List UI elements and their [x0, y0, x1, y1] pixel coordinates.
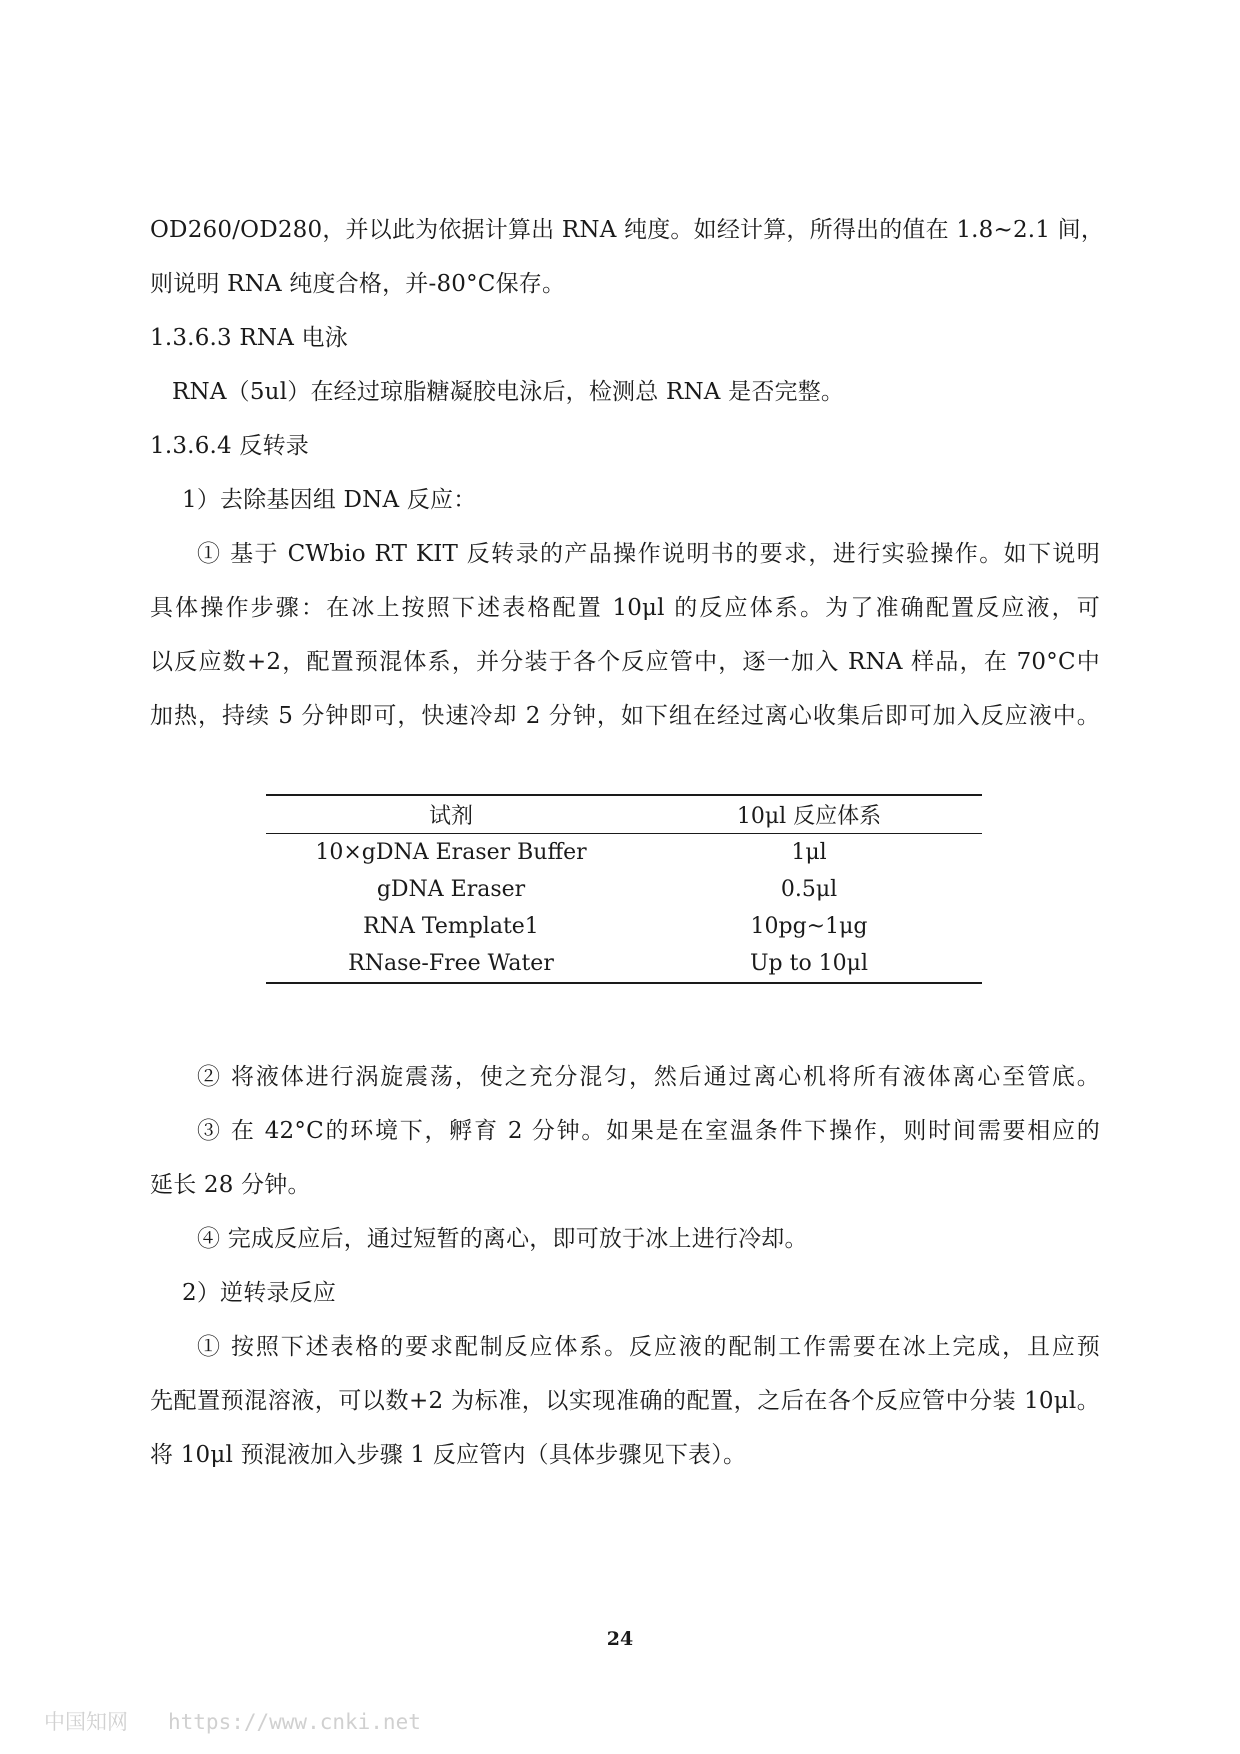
watermark: [44, 1706, 421, 1736]
table-header-volume: 10μl 反应体系: [736, 804, 882, 829]
table-cell-volume: 10pg~1μg: [750, 914, 868, 939]
paragraph-line: 加热，持续 5 分钟即可，快速冷却 2 分钟，如下组在经过离心收集后即可加入反应液中。: [150, 703, 1100, 729]
paragraph-line: ① 基于 CWbio RT KIT 反转录的产品操作说明书的要求，进行实验操作。如下说明: [197, 541, 1100, 567]
paragraph-line: ② 将液体进行涡旋震荡，使之充分混匀，然后通过离心机将所有液体离心至管底。: [197, 1064, 1100, 1090]
paragraph-line: 具体操作步骤：在冰上按照下述表格配置 10μl 的反应体系。为了准确配置反应液，可: [150, 595, 1100, 621]
table-row: [266, 834, 982, 872]
page-number: 24: [606, 1628, 634, 1650]
table-row: [266, 871, 982, 908]
paragraph-line: ④ 完成反应后，通过短暂的离心，即可放于冰上进行冷却。: [197, 1226, 808, 1252]
paragraph-line: RNA（5ul）在经过琼脂糖凝胶电泳后，检测总 RNA 是否完整。: [172, 379, 845, 405]
paragraph-line: 将 10μl 预混液加入步骤 1 反应管内（具体步骤见下表）。: [150, 1442, 747, 1468]
table-header-reagent: 试剂: [428, 804, 473, 829]
table-cell-volume: 1μl: [791, 840, 827, 865]
table-cell-reagent: gDNA Eraser: [376, 877, 526, 902]
paragraph-line: ① 按照下述表格的要求配制反应体系。反应液的配制工作需要在冰上完成，且应预: [197, 1334, 1100, 1360]
paragraph-line: 延长 28 分钟。: [150, 1172, 311, 1198]
section-heading: 1.3.6.4 反转录: [150, 433, 309, 459]
paragraph-line: 以反应数+2，配置预混体系，并分装于各个反应管中，逐一加入 RNA 样品，在 70°C中: [150, 649, 1100, 675]
reagent-table: [266, 794, 982, 984]
paragraph-line: 先配置预混溶液，可以数+2 为标准，以实现准确的配置，之后在各个反应管中分装 10μl。: [150, 1388, 1100, 1414]
paragraph-line: ③ 在 42°C的环境下，孵育 2 分钟。如果是在室温条件下操作，则时间需要相应的: [197, 1118, 1100, 1144]
paragraph-line: 则说明 RNA 纯度合格，并-80°C保存。: [150, 271, 566, 297]
table-cell-volume: 0.5μl: [780, 877, 838, 902]
table-cell-reagent: 10×gDNA Eraser Buffer: [315, 840, 587, 865]
watermark-url: https://www.cnki.net: [168, 1710, 421, 1734]
table-row: [266, 945, 982, 983]
table-cell-volume: Up to 10μl: [749, 951, 869, 976]
paragraph-line: OD260/OD280，并以此为依据计算出 RNA 纯度。如经计算，所得出的值在 1.8~2.1 间，: [150, 217, 1105, 243]
subsection-heading: 2）逆转录反应: [182, 1280, 337, 1306]
subsection-heading: 1）去除基因组 DNA 反应：: [182, 487, 477, 513]
table-header-row: [266, 795, 982, 834]
table-row: [266, 908, 982, 945]
watermark-site-name: 中国知网: [44, 1710, 128, 1734]
table-cell-reagent: RNA Template1: [363, 914, 539, 939]
table-cell-reagent: RNase-Free Water: [348, 951, 554, 976]
section-heading: 1.3.6.3 RNA 电泳: [150, 325, 348, 351]
